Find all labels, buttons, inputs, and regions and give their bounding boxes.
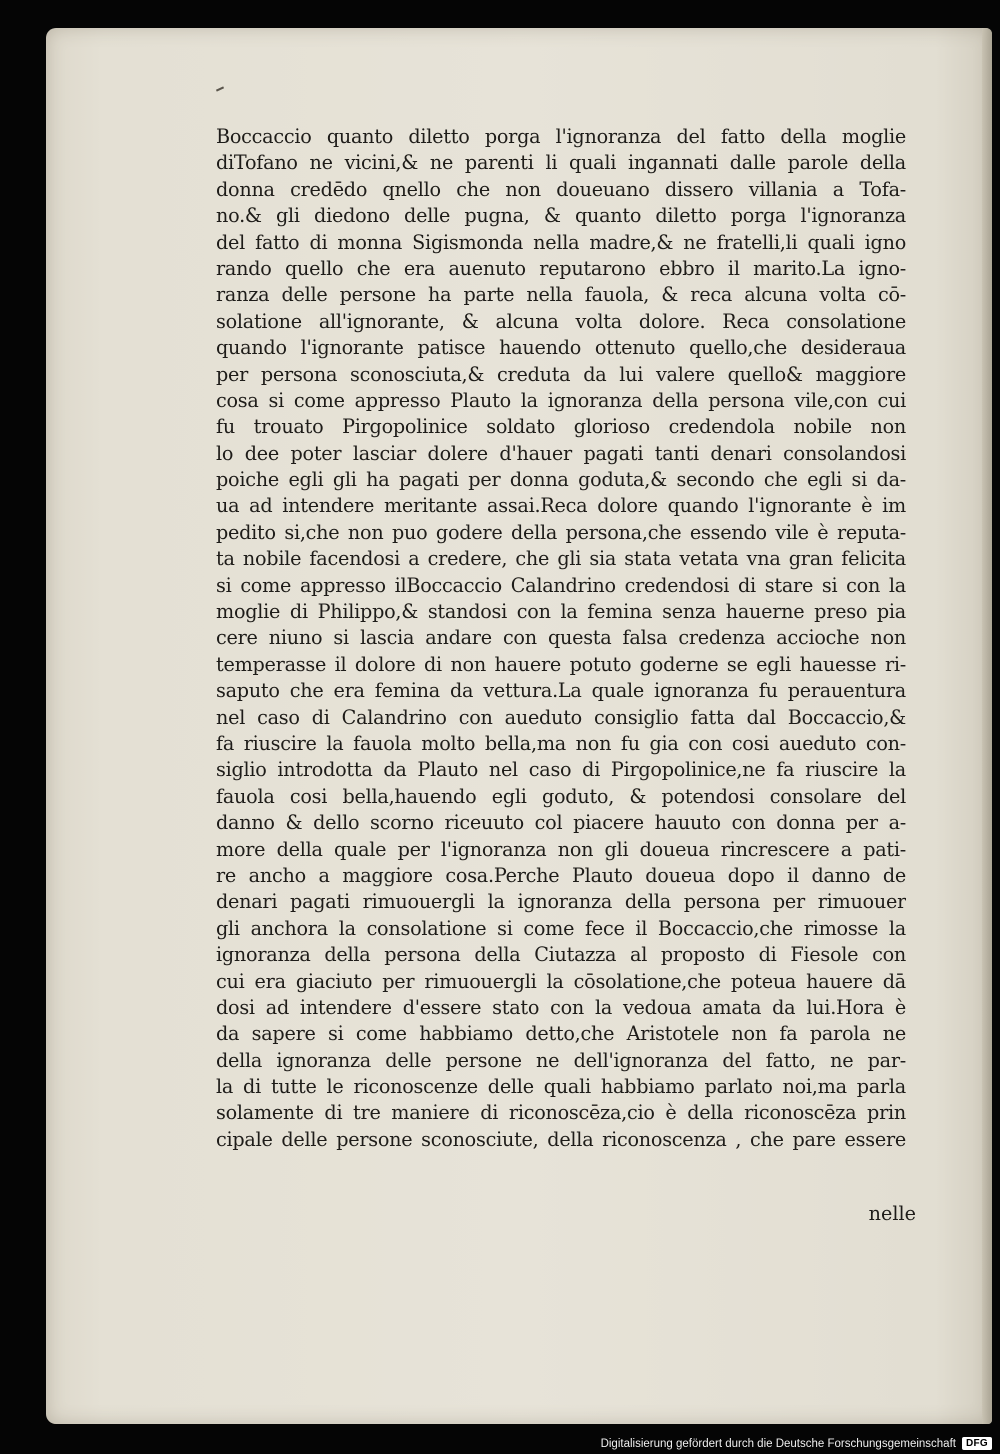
text-line: re ancho a maggiore cosa.Perche Plauto doueua dopo il danno de [216,863,906,887]
text-line: Boccaccio quanto diletto porga l'ignoranza del fatto della moglie [216,125,906,148]
text-line: fauola cosi bella,hauendo egli goduto, & potendosi consolare del [216,784,906,808]
digitization-footer [601,1437,992,1450]
text-line: pedito si,che non puo godere della persona,che essendo vile è reputa- [216,520,906,544]
text-line: donna credēdo qnello che non doueuano dissero villania a Tofa- [216,177,906,201]
text-line: quando l'ignorante patisce hauendo ottenuto quello,che desideraua [216,336,906,360]
text-line: poiche egli gli ha pagati per donna goduta,& secondo che egli si da- [216,468,906,492]
text-line: lo dee poter lasciar dolere d'hauer pagati tanti denari consolandosi [216,441,906,465]
text-line: temperasse il dolore di non hauere potuto goderne se egli hauesse ri- [216,652,906,676]
text-line: denari pagati rimuouergli la ignoranza della persona per rimuouer [216,890,906,914]
text-line: cosa si come appresso Plauto la ignoranza della persona vile,con cui [216,388,906,412]
text-line: da sapere si come habbiamo detto,che Aristotele non fa parola ne [216,1022,906,1046]
text-line: dosi ad intendere d'essere stato con la vedoua amata da lui.Hora è [216,995,906,1019]
funding-notice: Digitalisierung gefördert durch die Deutsche Forschungsgemeinschaft [600,1437,956,1450]
text-line: per persona sconosciuta,& creduta da lui valere quello& maggiore [216,362,906,386]
text-line: ta nobile facendosi a credere, che gli sia stata vetata vna gran felicita [216,547,906,571]
text-line: cui era giaciuto per rimuouergli la cōsolatione,che poteua hauere dā [216,969,906,993]
text-line: ignoranza della persona della Ciutazza al proposto di Fiesole con [216,943,906,967]
text-line: solatione all'ignorante, & alcuna volta dolore. Reca consolatione [216,309,906,333]
text-line: ua ad intendere meritante assai.Reca dolore quando l'ignorante è im [216,494,906,518]
page-edge [982,28,992,1424]
text-line: nel caso di Calandrino con aueduto consiglio fatta dal Boccaccio,& [216,705,906,729]
text-line: del fatto di monna Sigismonda nella madre,& ne fratelli,li quali igno [216,230,906,254]
text-line: fa riuscire la fauola molto bella,ma non fu gia con cosi aueduto con- [216,731,906,755]
text-line: diTofano ne vicini,& ne parenti li quali ingannati dalle parole della [216,151,906,175]
text-line: cipale delle persone sconosciute, della riconoscenza , che pare essere [216,1127,906,1151]
catchword: nelle [868,1202,916,1225]
text-line: della ignoranza delle persone ne dell'ignoranza del fatto, ne par- [216,1048,906,1072]
text-line: more della quale per l'ignoranza non gli doueua rincrescere a pati- [216,837,906,861]
text-line: gli anchora la consolatione si come fece il Boccaccio,che rimosse la [216,916,906,940]
text-line: rando quello che era auenuto reputarono ebbro il marito.La igno- [216,256,906,280]
text-line: solamente di tre maniere di riconoscēza,cio è della riconoscēza prin [216,1101,906,1125]
page-text [216,124,906,1153]
text-line: cere niuno si lascia andare con questa falsa credenza accioche non [216,626,906,650]
text-line: si come appresso ilBoccaccio Calandrino credendosi di stare si con la [216,573,906,597]
text-line: saputo che era femina da vettura.La quale ignoranza fu perauentura [216,679,906,703]
text-line: ranza delle persone ha parte nella fauola, & reca alcuna volta cō- [216,283,906,307]
text-line: fu trouato Pirgopolinice soldato glorioso credendola nobile non [216,415,906,439]
text-line: la di tutte le riconoscenze delle quali habbiamo parlato noi,ma parla [216,1075,906,1099]
dfg-logo-icon: DFG [962,1437,992,1450]
text-line: danno & dello scorno riceuuto col piacere hauuto con donna per a- [216,811,906,835]
text-line: moglie di Philippo,& standosi con la femina senza hauerne preso pia [216,600,906,624]
text-line: no.& gli diedono delle pugna, & quanto diletto porga l'ignoranza [216,204,906,228]
text-line: siglio introdotta da Plauto nel caso di Pirgopolinice,ne fa riuscire la [216,758,906,782]
